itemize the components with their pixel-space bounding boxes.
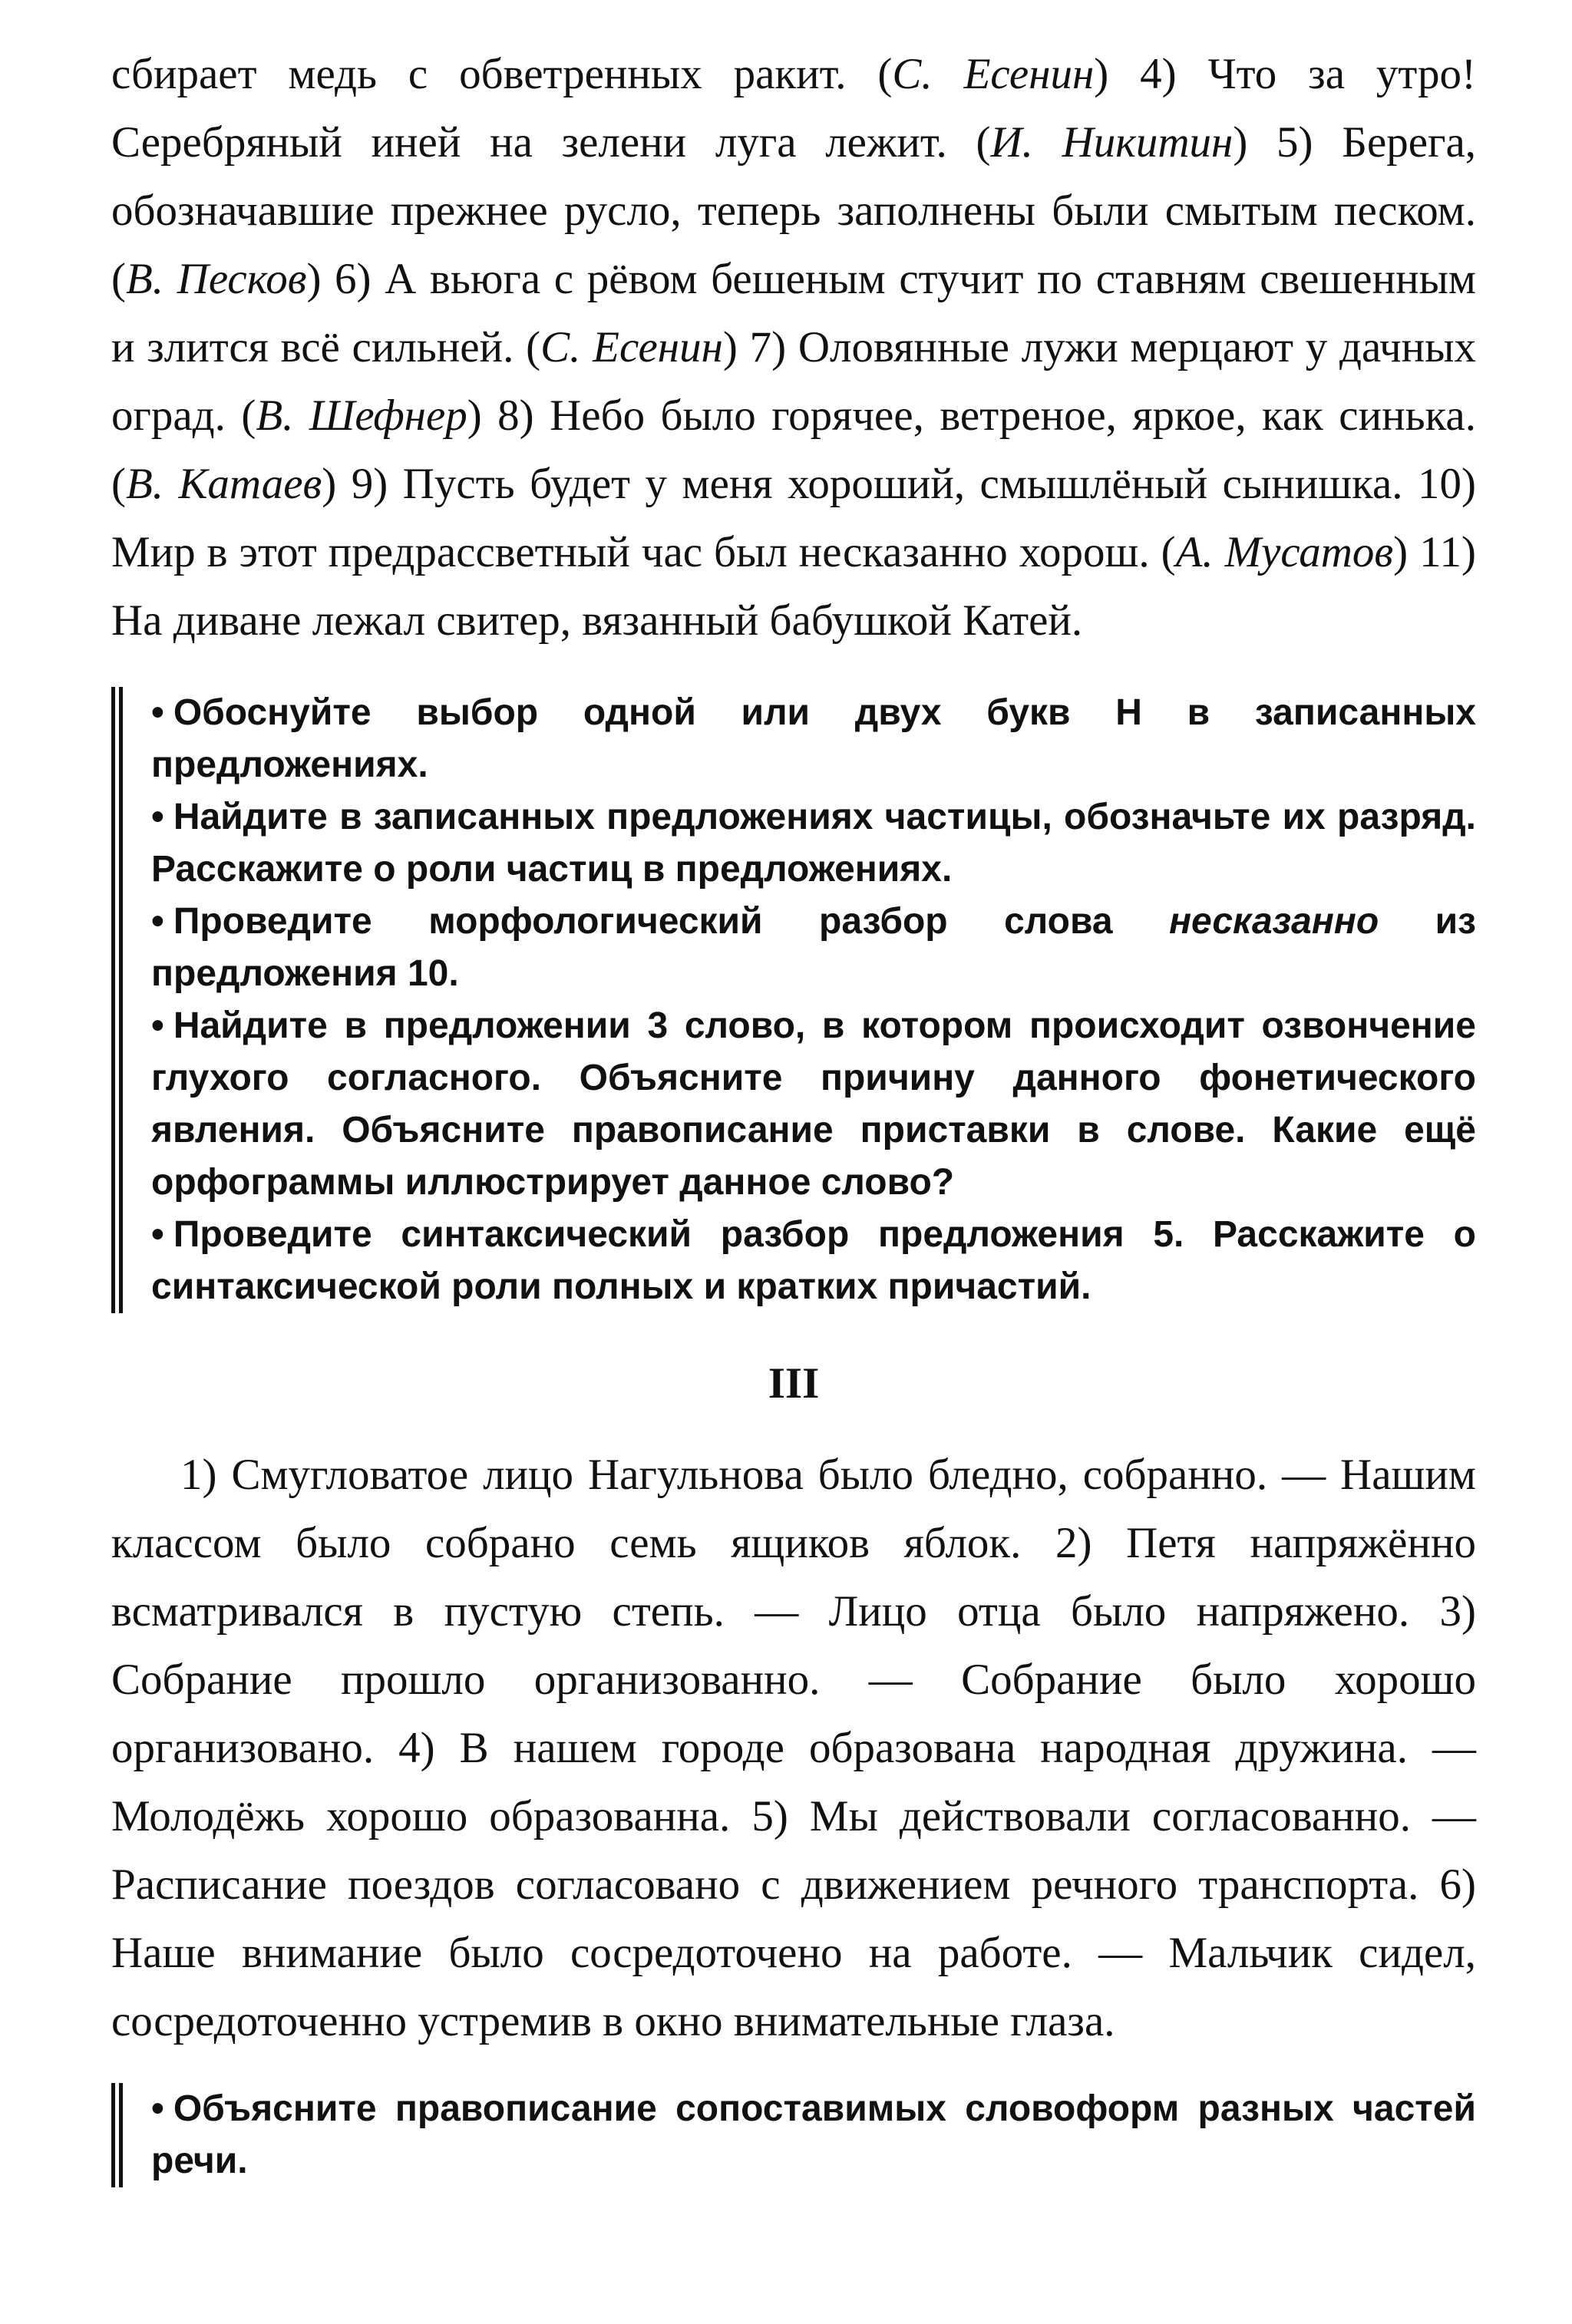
bullet-icon: • bbox=[151, 901, 164, 942]
task-item bbox=[151, 791, 1476, 896]
text-fragment: ) 6) А вьюга с рёвом бешеным стучит по ставням свешенным и злится всё сильней. ( bbox=[111, 255, 1476, 371]
text-fragment: ) 11) На диване лежал свитер, вязанный бабушкой Катей. bbox=[111, 528, 1476, 645]
author-name: В. Катаев bbox=[125, 460, 322, 508]
section-heading: III bbox=[768, 1359, 820, 1408]
text-fragment: 1) Смугловатое лицо Нагульнова было бледно, собранно. — Нашим классом было собрано семь ящиков яблок. 2) Петя напряжённо всматривался в пустую степь. — Лицо отца было напряжено. 3) Собрание прошло организованно. — Собрание было хорошо организовано. 4) В нашем городе образована народная дружина. — Молодёжь хорошо образованна. 5) Мы действовали согласованно. — Расписание поездов согласовано с движением речного транспорта. 6) Наше внимание было сосредоточено на работе. — Мальчик сидел, сосредоточенно устремив в окно внимательные глаза. bbox=[111, 1451, 1476, 2045]
section-3-text bbox=[111, 1441, 1476, 2055]
task-text: из предложения 10. bbox=[151, 901, 1477, 994]
task-text: Проведите морфологический разбор слова bbox=[173, 901, 1170, 942]
text-fragment: ) 5) Берега, обозначавшие прежнее русло, теперь заполнены были смытым песком. ( bbox=[111, 118, 1476, 303]
text-fragment: ) 9) Пусть будет у меня хороший, смышлёный сынишка. 10) Мир в этот предрассветный час был несказанно хорош. ( bbox=[111, 460, 1476, 576]
author-name: В. Песков bbox=[125, 255, 307, 303]
task-text: Обоснуйте выбор одной или двух букв Н в записанных предложениях. bbox=[151, 692, 1476, 785]
text-fragment: ) 8) Небо было горячее, ветреное, яркое, как синька. ( bbox=[111, 391, 1476, 508]
task-item bbox=[151, 1209, 1476, 1313]
bullet-icon: • bbox=[151, 797, 164, 837]
text-fragment: сбирает медь с обветренных ракит. ( bbox=[111, 50, 893, 98]
section-2-text bbox=[111, 40, 1476, 655]
author-name: И. Никитин bbox=[990, 118, 1233, 167]
author-name: С. Есенин bbox=[892, 50, 1095, 98]
bullet-icon: • bbox=[151, 2088, 164, 2129]
page-content bbox=[111, 40, 1476, 2187]
task-text: Найдите в записанных предложениях частицы, обозначьте их разряд. Расскажите о роли частиц в предложениях. bbox=[151, 797, 1476, 890]
author-name: С. Есенин bbox=[540, 323, 723, 371]
author-name: В. Шефнер bbox=[256, 391, 467, 440]
task-item bbox=[151, 2083, 1476, 2187]
task-text: Найдите в предложении 3 слово, в котором происходит озвончение глухого согласного. Объясните причину данного фонетического явления. Объясните правописание приставки в слове. Какие ещё орфограммы иллюстрирует данное слово? bbox=[151, 1005, 1476, 1203]
tasks-block-2 bbox=[111, 2083, 1476, 2187]
task-item bbox=[151, 1000, 1476, 1209]
bullet-icon: • bbox=[151, 1005, 164, 1046]
author-name: А. Мусатов bbox=[1175, 528, 1394, 576]
task-item bbox=[151, 687, 1476, 791]
bullet-icon: • bbox=[151, 692, 164, 733]
text-fragment: ) 4) Что за утро! Серебряный иней на зелени луга лежит. ( bbox=[111, 50, 1476, 167]
task-item bbox=[151, 896, 1476, 1000]
task-text: Объясните правописание сопоставимых словоформ разных частей речи. bbox=[151, 2088, 1476, 2181]
task-text: Проведите синтаксический разбор предложения 5. Расскажите о синтаксической роли полных и кратких причастий. bbox=[151, 1214, 1476, 1307]
text-fragment: ) 7) Оловянные лужи мерцают у дачных оград. ( bbox=[111, 323, 1476, 440]
bullet-icon: • bbox=[151, 1214, 164, 1255]
tasks-block-1 bbox=[111, 687, 1476, 1313]
task-keyword: несказанно bbox=[1169, 901, 1379, 942]
